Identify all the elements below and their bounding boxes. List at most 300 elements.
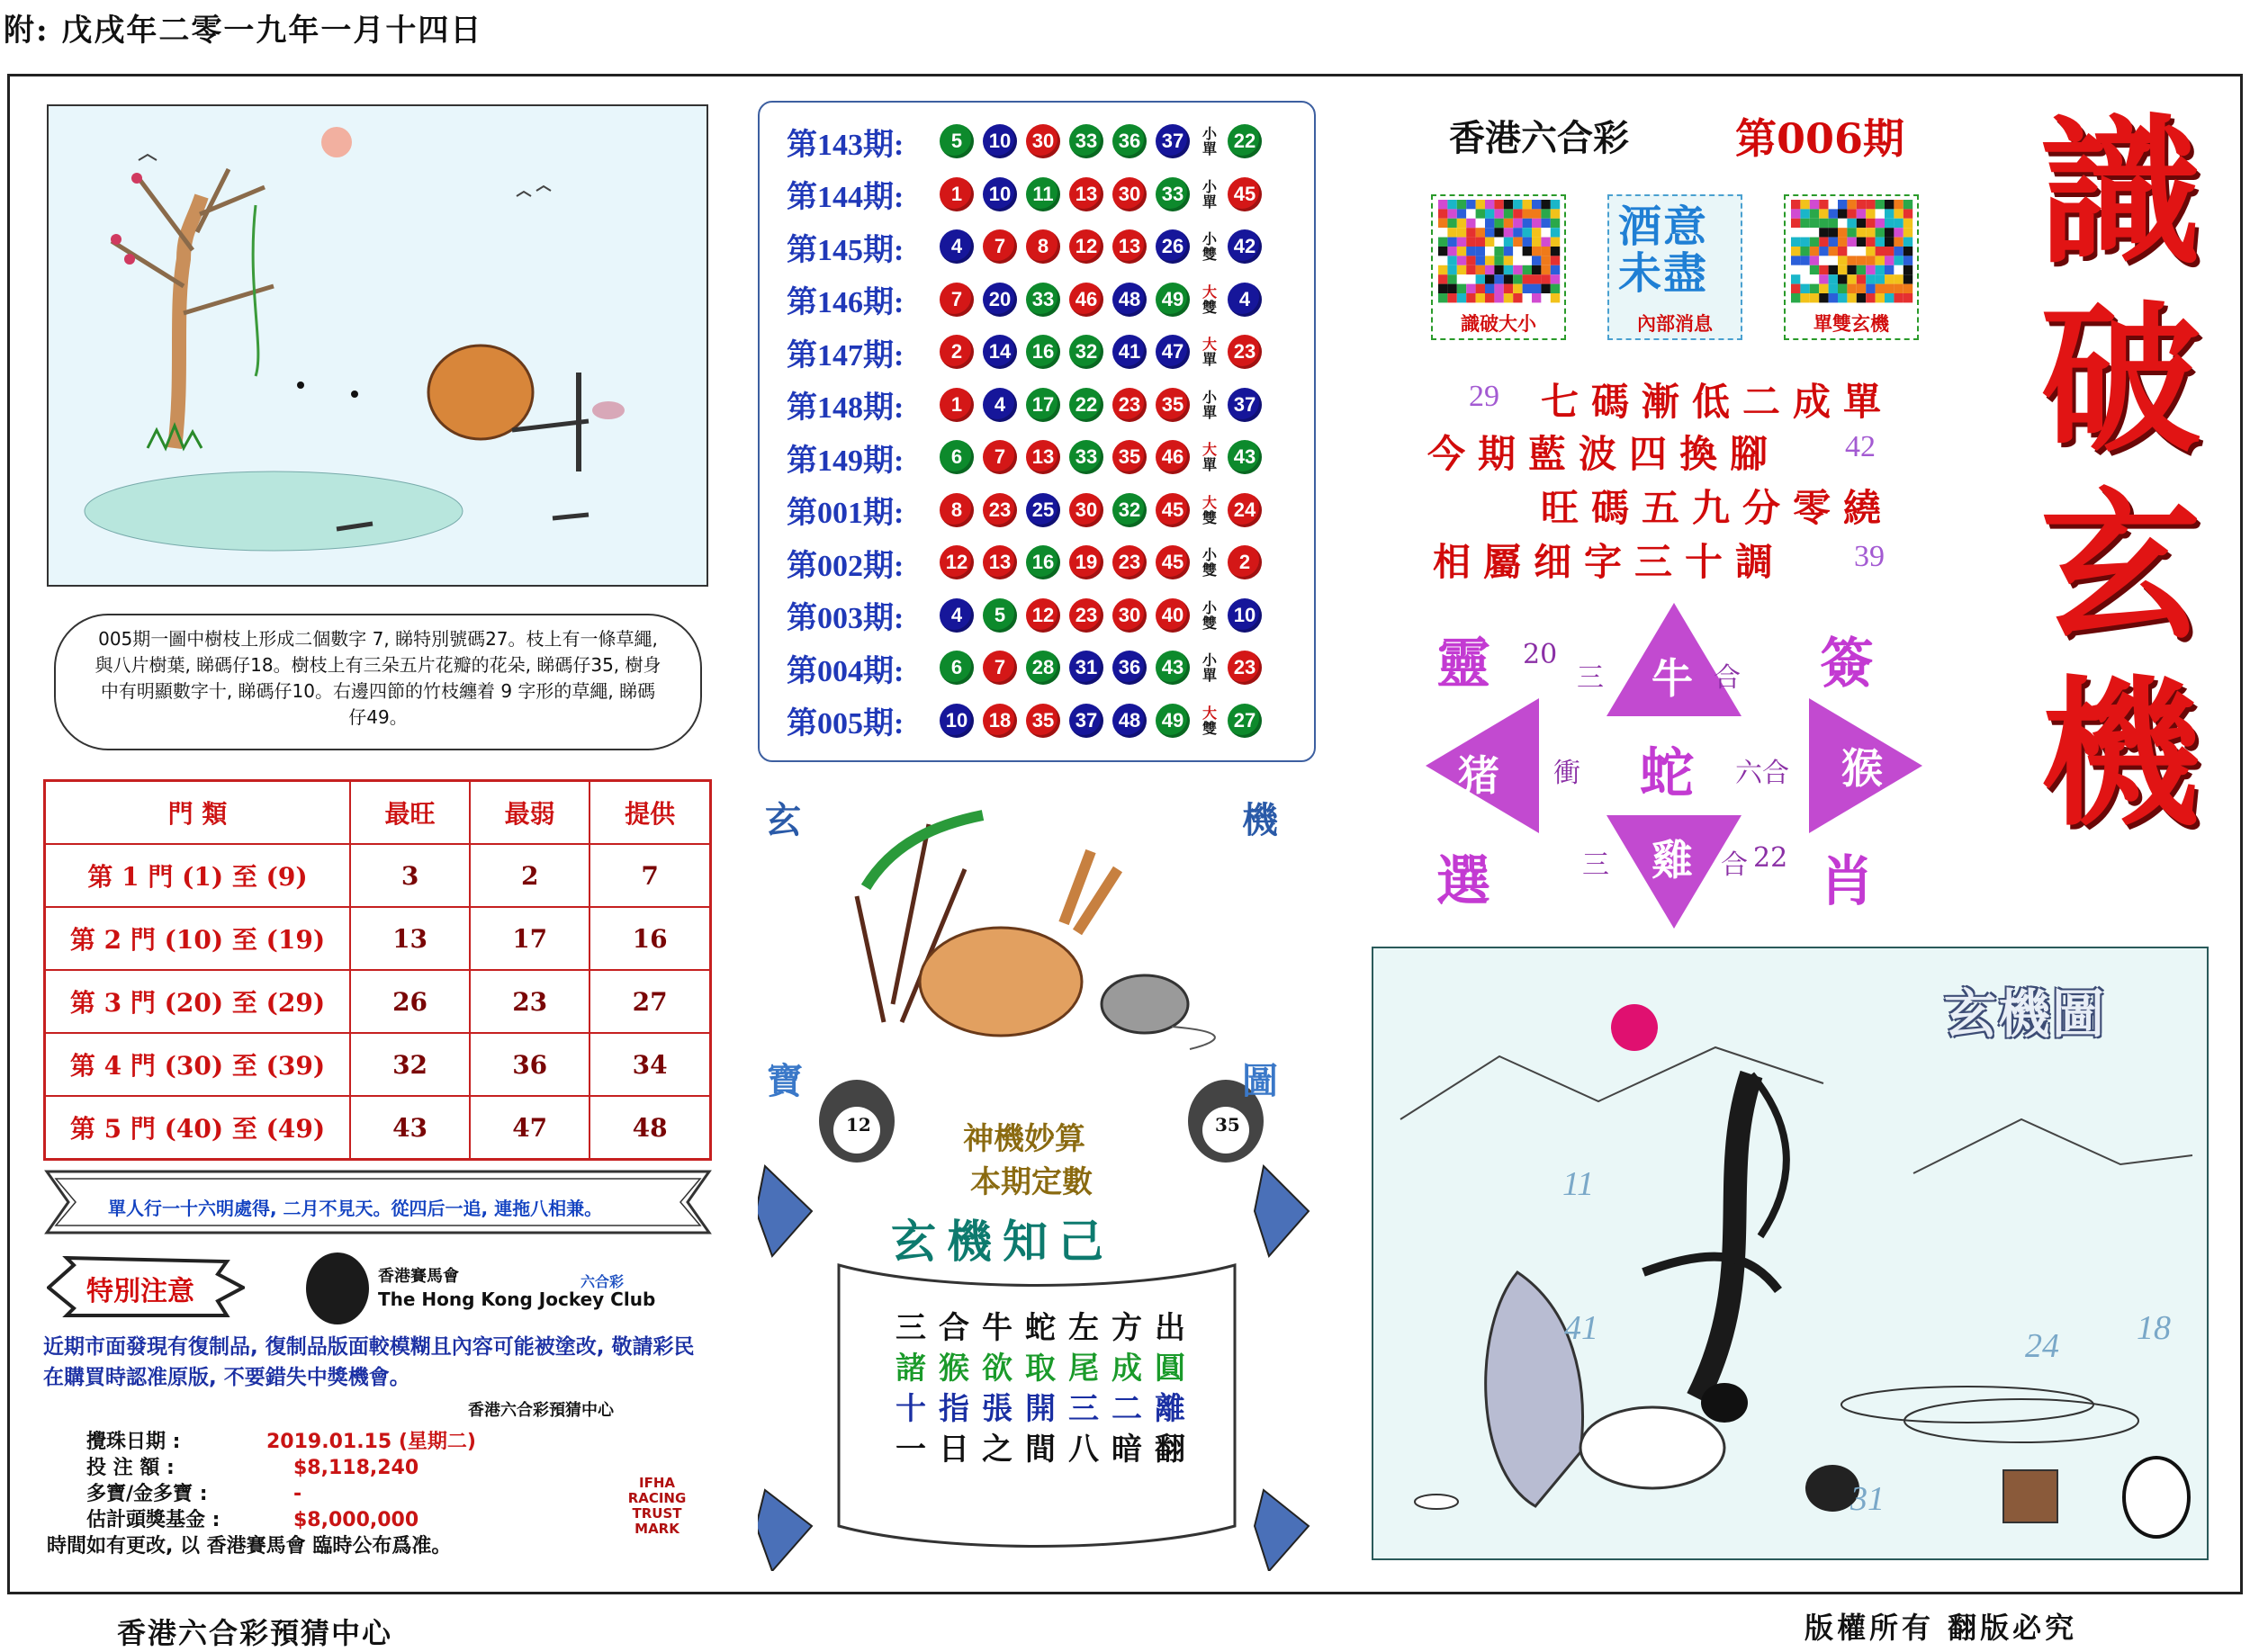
mosaic-cell	[1829, 228, 1838, 237]
mosaic-cell	[1551, 284, 1560, 293]
parity-mark: 單	[1202, 667, 1217, 685]
riddle-num-1: 29	[1469, 380, 1499, 413]
mosaic-cell	[1876, 200, 1885, 209]
mosaic-cell	[1523, 219, 1532, 228]
compass-num-20: 20	[1523, 639, 1558, 670]
number-ball: 45	[1156, 545, 1190, 579]
table-cell: 17	[470, 907, 590, 970]
mosaic-cell	[1532, 238, 1541, 247]
mosaic-cell	[1513, 219, 1522, 228]
parity-mark: 雙	[1202, 508, 1217, 526]
mosaic-cell	[1438, 265, 1447, 274]
mosaic-cell	[1551, 274, 1560, 283]
mosaic-cell	[1810, 247, 1819, 256]
special-ball: 10	[1228, 598, 1262, 633]
mosaic-cell	[1485, 265, 1494, 274]
mosaic-cell	[1551, 238, 1560, 247]
center-mini-line: 未盡	[1618, 248, 1709, 299]
mosaic-cell	[1800, 256, 1809, 265]
mosaic-cell	[1485, 238, 1494, 247]
mosaic-cell	[1513, 265, 1522, 274]
number-ball: 46	[1156, 440, 1190, 474]
mosaic-cell	[1523, 200, 1532, 209]
mosaic-cell	[1541, 256, 1550, 265]
mosaic-cell	[1904, 284, 1912, 293]
mosaic-cell	[1513, 256, 1522, 265]
result-row	[787, 274, 1314, 327]
compass-he-top: 合	[1714, 662, 1741, 694]
mosaic-cell	[1438, 209, 1447, 218]
number-ball: 12	[1069, 229, 1103, 264]
mosaic-cell	[1447, 293, 1456, 302]
mosaic-cell	[1791, 228, 1800, 237]
result-row	[787, 220, 1314, 274]
mosaic-cell	[1838, 200, 1847, 209]
mosaic-cell	[1876, 209, 1885, 218]
draw-row	[86, 1507, 476, 1533]
mosaic-cell	[1513, 238, 1522, 247]
table-cell: 36	[470, 1033, 590, 1096]
number-ball: 4	[940, 598, 974, 633]
result-row	[787, 642, 1314, 695]
mosaic-cell	[1457, 238, 1466, 247]
table-cell: 27	[590, 970, 710, 1033]
side-char-right: 圖	[1242, 1060, 1278, 1102]
mosaic-cell	[1532, 228, 1541, 237]
number-ball: 35	[1112, 440, 1147, 474]
mosaic-cell	[1829, 219, 1838, 228]
mosaic-cell	[1476, 219, 1485, 228]
mosaic-cell	[1894, 209, 1903, 218]
size-mark: 小	[1202, 651, 1217, 669]
results-panel	[758, 101, 1316, 762]
compass-liuhe: 六合	[1735, 758, 1789, 789]
mosaic-cell	[1504, 284, 1513, 293]
number-ball: 10	[940, 704, 974, 738]
mosaic-cell	[1885, 219, 1894, 228]
compass-num-22: 22	[1753, 842, 1788, 874]
number-ball: 14	[983, 335, 1017, 369]
draw-value: 2019.01.15 (星期二)	[266, 1431, 476, 1453]
result-row	[787, 589, 1314, 642]
mosaic-cell	[1457, 247, 1466, 256]
mosaic-cell	[1857, 265, 1866, 274]
mosaic-cell	[1866, 284, 1875, 293]
corner-char-right: 機	[1242, 799, 1278, 841]
dog-left-num: 12	[846, 1114, 871, 1136]
table-row	[45, 970, 711, 1033]
mosaic-cell	[1810, 228, 1819, 237]
size-mark: 大	[1202, 336, 1217, 354]
size-parity-mark	[1199, 284, 1220, 315]
mosaic-cell	[1791, 284, 1800, 293]
mosaic-cell	[1819, 219, 1828, 228]
mosaic-cell	[1447, 247, 1456, 256]
mosaic-cell	[1485, 284, 1494, 293]
number-ball: 1	[940, 177, 974, 211]
mosaic-cell	[1810, 274, 1819, 283]
number-ball: 48	[1112, 283, 1147, 317]
mosaic-cell	[1494, 200, 1503, 209]
mosaic-cell	[1800, 247, 1809, 256]
mosaic-cell	[1894, 293, 1903, 302]
mosaic-cell	[1476, 209, 1485, 218]
special-ball: 42	[1228, 229, 1262, 264]
number-ball: 7	[983, 229, 1017, 264]
draw-note: 時間如有更改, 以 香港賽馬會 臨時公布爲准。	[47, 1535, 452, 1558]
mosaic-cell	[1904, 238, 1912, 247]
mosaic-cell	[1791, 200, 1800, 209]
mosaic-cell	[1466, 219, 1475, 228]
mosaic-cell	[1810, 256, 1819, 265]
center-mini-text	[1618, 203, 1708, 297]
number-ball: 12	[940, 545, 974, 579]
mosaic-cell	[1791, 293, 1800, 302]
compass-san-bottom: 三	[1582, 849, 1609, 881]
result-label: 第003期:	[787, 602, 904, 636]
number-ball: 26	[1156, 229, 1190, 264]
number-ball: 16	[1026, 545, 1060, 579]
mosaic-cell	[1532, 256, 1541, 265]
mosaic-cell	[1810, 238, 1819, 247]
compass-corner-tr: 簽	[1820, 633, 1874, 696]
result-row	[787, 379, 1314, 432]
mosaic-cell	[1494, 219, 1503, 228]
table-row	[45, 907, 711, 970]
number-ball: 13	[1112, 229, 1147, 264]
number-ball: 5	[940, 124, 974, 158]
mosaic-cell	[1485, 209, 1494, 218]
riddle-line-3: 旺碼五九分零繞	[1541, 486, 1894, 530]
mosaic-cell	[1819, 284, 1828, 293]
mosaic-cell	[1457, 284, 1466, 293]
mosaic-cell	[1551, 219, 1560, 228]
mosaic-cell	[1904, 293, 1912, 302]
mosaic-cell	[1904, 274, 1912, 283]
mosaic-cell	[1532, 200, 1541, 209]
number-ball: 35	[1026, 704, 1060, 738]
center-mini-line: 酒意	[1618, 202, 1709, 252]
mosaic-cell	[1457, 265, 1466, 274]
door-label: 第 3 門 (20) 至 (29)	[45, 970, 351, 1033]
mosaic-cell	[1876, 247, 1885, 256]
mosaic-cell	[1504, 219, 1513, 228]
mosaic-cell	[1476, 265, 1485, 274]
mosaic-cell	[1485, 293, 1494, 302]
mosaic-cell	[1504, 238, 1513, 247]
number-ball: 37	[1069, 704, 1103, 738]
sketch-num-31: 31	[1850, 1480, 1885, 1518]
special-ball: 27	[1228, 704, 1262, 738]
result-label: 第149期:	[787, 444, 904, 478]
result-label: 第147期:	[787, 338, 904, 373]
mosaic-cell	[1532, 247, 1541, 256]
draw-value: $8,118,240	[293, 1457, 419, 1479]
mosaic-cell	[1829, 200, 1838, 209]
mosaic-cell	[1838, 293, 1847, 302]
mosaic-cell	[1800, 219, 1809, 228]
dog-right-num: 35	[1215, 1114, 1240, 1136]
mosaic-cell	[1866, 200, 1875, 209]
mosaic-cell	[1494, 256, 1503, 265]
number-ball: 10	[983, 177, 1017, 211]
mosaic-cell	[1791, 209, 1800, 218]
mosaic-cell	[1532, 293, 1541, 302]
mosaic-cell	[1866, 265, 1875, 274]
mini-box-label: 單雙玄機	[1814, 313, 1889, 335]
mosaic-cell	[1447, 200, 1456, 209]
slogan-2: 本期定數	[970, 1164, 1093, 1200]
mosaic-cell	[1829, 265, 1838, 274]
mosaic-cell	[1476, 247, 1485, 256]
middle-title: 玄機知己	[891, 1215, 1114, 1268]
size-mark: 小	[1202, 177, 1217, 195]
hkjc-name-en: The Hong Kong Jockey Club	[378, 1288, 656, 1310]
mosaic-cell	[1791, 274, 1800, 283]
number-ball: 31	[1069, 651, 1103, 685]
door-label: 第 1 門 (1) 至 (9)	[45, 844, 351, 907]
result-row	[787, 115, 1314, 168]
mosaic-cell	[1485, 247, 1494, 256]
poem-line-4: 一日之間八暗翻	[896, 1432, 1198, 1468]
mini-box-inside-news	[1607, 194, 1742, 340]
mosaic-cell	[1904, 256, 1912, 265]
table-cell: 23	[470, 970, 590, 1033]
number-ball: 1	[940, 388, 974, 422]
compass-down: 雞	[1652, 836, 1693, 884]
result-row	[787, 168, 1314, 221]
mosaic-cell	[1838, 238, 1847, 247]
mosaic-cell	[1838, 247, 1847, 256]
table-cell: 32	[350, 1033, 470, 1096]
sketch-num-24: 24	[2025, 1327, 2059, 1365]
mosaic-cell	[1876, 274, 1885, 283]
mosaic-cell	[1466, 209, 1475, 218]
mini-box-size	[1431, 194, 1566, 340]
result-label: 第145期:	[787, 233, 904, 267]
poem-line-2: 諸猴欲取尾成圓	[896, 1351, 1198, 1387]
mosaic-cell	[1829, 247, 1838, 256]
mosaic-cell	[1438, 238, 1447, 247]
mosaic-cell	[1847, 265, 1856, 274]
size-mark: 小	[1202, 125, 1217, 143]
mosaic-cell	[1857, 238, 1866, 247]
notice-body: 近期市面發現有復制品, 復制品版面較模糊且內容可能被塗改, 敬請彩民在購買時認准原版, 不要錯失中獎機會。	[43, 1335, 695, 1389]
number-ball: 6	[940, 651, 974, 685]
draw-row	[86, 1455, 476, 1481]
mosaic-cell	[1457, 293, 1466, 302]
footer-right: 版權所有 翻版必究	[1804, 1611, 2078, 1645]
special-ball: 4	[1228, 283, 1262, 317]
mosaic-cell	[1791, 265, 1800, 274]
mosaic-cell	[1466, 274, 1475, 283]
mosaic-cell	[1847, 256, 1856, 265]
number-ball: 33	[1026, 283, 1060, 317]
mosaic-cell	[1523, 284, 1532, 293]
number-ball: 36	[1112, 651, 1147, 685]
table-cell: 48	[590, 1096, 710, 1160]
mosaic-cell	[1829, 274, 1838, 283]
mosaic-cell	[1457, 228, 1466, 237]
draw-key: 多寶/金多寶 :	[86, 1483, 208, 1505]
hkjc-logo-icon	[306, 1252, 369, 1324]
mosaic-cell	[1810, 265, 1819, 274]
mosaic-cell	[1838, 265, 1847, 274]
tree-picture	[47, 104, 708, 587]
number-ball: 23	[1112, 388, 1147, 422]
notice-badge-text: 特別注意	[86, 1276, 194, 1307]
mosaic-cell	[1847, 200, 1856, 209]
poem-line-3: 十指張開三二離	[896, 1391, 1198, 1427]
landscape-title: 玄機圖	[1944, 983, 2107, 1045]
number-ball: 32	[1112, 493, 1147, 527]
mosaic-cell	[1838, 256, 1847, 265]
table-row	[45, 1096, 711, 1160]
mosaic-cell	[1457, 200, 1466, 209]
mosaic-cell	[1447, 274, 1456, 283]
number-ball: 43	[1156, 651, 1190, 685]
mosaic-cell	[1485, 256, 1494, 265]
mosaic-cell	[1857, 293, 1866, 302]
number-ball: 16	[1026, 335, 1060, 369]
mosaic-cell	[1838, 274, 1847, 283]
mosaic-cell	[1894, 256, 1903, 265]
mosaic-cell	[1791, 247, 1800, 256]
mosaic-icon	[1786, 196, 1917, 306]
mosaic-cell	[1876, 293, 1885, 302]
compass-chong: 衝	[1553, 758, 1580, 789]
number-ball: 7	[983, 651, 1017, 685]
compass-corner-bl: 選	[1436, 850, 1490, 913]
size-parity-mark	[1199, 652, 1220, 683]
mosaic-cell	[1476, 238, 1485, 247]
mosaic-cell	[1438, 256, 1447, 265]
mosaic-cell	[1866, 247, 1875, 256]
mosaic-cell	[1894, 219, 1903, 228]
table-row	[45, 844, 711, 907]
table-cell: 2	[470, 844, 590, 907]
doors-table	[43, 779, 712, 1161]
big-title-char: 玄	[2040, 472, 2200, 660]
number-ball: 10	[983, 124, 1017, 158]
mosaic-cell	[1894, 228, 1903, 237]
riddle-line-2: 今期藍波四換腳	[1427, 432, 1781, 476]
mosaic-cell	[1541, 284, 1550, 293]
mosaic-cell	[1541, 293, 1550, 302]
mosaic-cell	[1476, 274, 1485, 283]
door-label: 第 2 門 (10) 至 (19)	[45, 907, 351, 970]
mosaic-cell	[1857, 228, 1866, 237]
table-cell: 34	[590, 1033, 710, 1096]
mosaic-cell	[1457, 274, 1466, 283]
slogan-1: 神機妙算	[963, 1121, 1085, 1157]
clue-text: 005期一圖中樹枝上形成二個數字 7, 睇特別號碼27。枝上有一條草繩, 與八片樹葉, 睇碼仔18。樹枝上有三朵五片花瓣的花朵, 睇碼仔35, 樹身中有明顯數字十, 睇碼仔10。右邊四節的竹枝纏着 9 字形的草繩, 睇碼仔49。	[94, 628, 662, 728]
mosaic-cell	[1876, 238, 1885, 247]
number-ball: 22	[1069, 388, 1103, 422]
mosaic-cell	[1532, 219, 1541, 228]
result-label: 第001期:	[787, 497, 904, 531]
number-ball: 25	[1026, 493, 1060, 527]
compass-corner-br: 肖	[1820, 850, 1874, 913]
mosaic-cell	[1494, 284, 1503, 293]
mosaic-cell	[1876, 228, 1885, 237]
mosaic-cell	[1457, 209, 1466, 218]
table-header-cell: 最旺	[350, 781, 470, 845]
mosaic-cell	[1494, 247, 1503, 256]
mosaic-cell	[1866, 219, 1875, 228]
result-label: 第005期:	[787, 707, 904, 741]
mosaic-cell	[1513, 247, 1522, 256]
number-ball: 35	[1156, 388, 1190, 422]
sketch-num-11: 11	[1562, 1165, 1595, 1203]
mosaic-cell	[1494, 293, 1503, 302]
parity-mark: 雙	[1202, 298, 1217, 316]
mosaic-cell	[1485, 274, 1494, 283]
mosaic-cell	[1885, 265, 1894, 274]
mosaic-cell	[1894, 274, 1903, 283]
number-ball: 40	[1156, 598, 1190, 633]
mosaic-cell	[1819, 265, 1828, 274]
draw-key: 投 注 額 :	[86, 1457, 175, 1479]
mosaic-icon	[1433, 196, 1564, 306]
mosaic-cell	[1504, 293, 1513, 302]
mosaic-cell	[1504, 247, 1513, 256]
number-ball: 48	[1112, 704, 1147, 738]
size-mark: 大	[1202, 283, 1217, 301]
number-ball: 33	[1156, 177, 1190, 211]
mosaic-cell	[1819, 200, 1828, 209]
size-parity-mark	[1199, 231, 1220, 262]
table-header-cell: 最弱	[470, 781, 590, 845]
mosaic-cell	[1447, 284, 1456, 293]
number-ball: 7	[983, 440, 1017, 474]
mosaic-cell	[1494, 265, 1503, 274]
mosaic-cell	[1523, 274, 1532, 283]
mosaic-cell	[1819, 209, 1828, 218]
mosaic-cell	[1876, 284, 1885, 293]
table-cell: 3	[350, 844, 470, 907]
ifha-logo: IFHA RACING TRUST MARK	[627, 1475, 687, 1537]
mosaic-cell	[1847, 238, 1856, 247]
mosaic-cell	[1800, 200, 1809, 209]
mosaic-cell	[1819, 293, 1828, 302]
number-ball: 23	[1112, 545, 1147, 579]
number-ball: 20	[983, 283, 1017, 317]
mosaic-cell	[1857, 200, 1866, 209]
mosaic-cell	[1838, 284, 1847, 293]
table-header-row	[45, 781, 711, 845]
poem-line-1: 三合牛蛇左方出	[896, 1310, 1198, 1346]
special-ball: 37	[1228, 388, 1262, 422]
mosaic-cell	[1438, 219, 1447, 228]
compass-he-bottom: 合	[1721, 849, 1748, 881]
number-ball: 23	[983, 493, 1017, 527]
size-parity-mark	[1199, 337, 1220, 367]
mosaic-cell	[1800, 228, 1809, 237]
mosaic-cell	[1551, 265, 1560, 274]
mosaic-cell	[1504, 256, 1513, 265]
mosaic-cell	[1513, 284, 1522, 293]
mosaic-cell	[1829, 256, 1838, 265]
mosaic-cell	[1494, 228, 1503, 237]
mosaic-cell	[1447, 238, 1456, 247]
size-mark: 大	[1202, 704, 1217, 722]
table-cell: 13	[350, 907, 470, 970]
result-row	[787, 484, 1314, 537]
mosaic-cell	[1819, 274, 1828, 283]
number-ball: 28	[1026, 651, 1060, 685]
mosaic-cell	[1866, 256, 1875, 265]
